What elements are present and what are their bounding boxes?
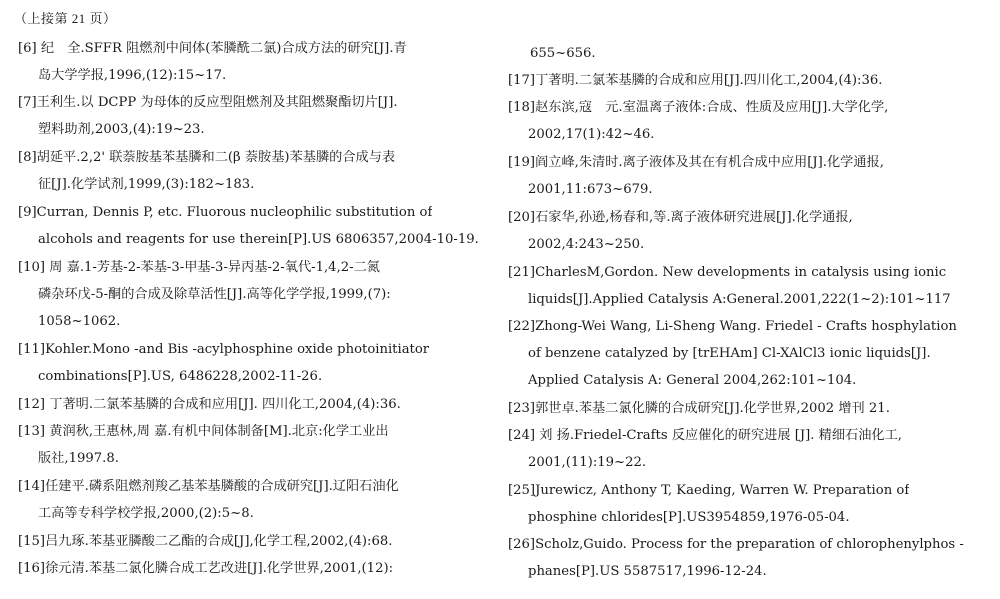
reference-line: phosphine chlorides[P].US3954859,1976-05-04. xyxy=(528,510,850,525)
reference-line: [20]石家华,孙逊,杨春和,等.离子液体研究进展[J].化学通报, xyxy=(508,210,853,225)
reference-line: 磷杂环戊-5-酮的合成及除草活性[J].高等化学学报,1999,(7): xyxy=(38,287,391,302)
reference-line: [12] 丁著明.二氯苯基膦的合成和应用[J]. 四川化工,2004,(4):36. xyxy=(18,397,401,412)
continued-note: （上接第 21 页） xyxy=(14,11,117,26)
reference-line: [18]赵东滨,寇 元.室温离子液体:合成、性质及应用[J].大学化学, xyxy=(508,100,889,115)
reference-line: 工高等专科学校学报,2000,(2):5~8. xyxy=(38,506,254,521)
reference-line: 2002,17(1):42~46. xyxy=(528,127,655,142)
reference-line: 2001,11:673~679. xyxy=(528,182,653,197)
reference-line: 2001,(11):19~22. xyxy=(528,455,647,470)
reference-line: [26]Scholz,Guido. Process for the preparation of chlorophenylphos - xyxy=(508,537,964,552)
reference-line: of benzene catalyzed by [trEHAm] Cl-XAlCl3 ionic liquids[J]. xyxy=(528,346,931,361)
reference-line: [13] 黄润秋,王惠林,周 嘉.有机中间体制备[M].北京:化学工业出 xyxy=(18,424,389,439)
reference-line: [10] 周 嘉.1-芳基-2-苯基-3-甲基-3-异丙基-2-氧代-1,4,2-二氮 xyxy=(18,260,380,275)
reference-line: 1058~1062. xyxy=(38,314,121,329)
reference-line: [17]丁著明.二氯苯基膦的合成和应用[J].四川化工,2004,(4):36. xyxy=(508,73,883,88)
reference-line: [14]任建平.磷系阻燃剂羧乙基苯基膦酸的合成研究[J].辽阳石油化 xyxy=(18,479,399,494)
reference-line: phanes[P].US 5587517,1996-12-24. xyxy=(528,564,767,579)
reference-line: [21]CharlesM,Gordon. New developments in catalysis using ionic xyxy=(508,265,947,280)
reference-line: 655~656. xyxy=(530,46,596,61)
reference-line: alcohols and reagents for use therein[P].US 6806357,2004-10-19. xyxy=(38,232,479,247)
reference-line: combinations[P].US, 6486228,2002-11-26. xyxy=(38,369,323,384)
reference-line: Applied Catalysis A: General 2004,262:101~104. xyxy=(528,373,857,388)
reference-line: [6] 纪 全.SFFR 阻燃剂中间体(苯膦酰二氯)合成方法的研究[J].青 xyxy=(18,41,407,56)
reference-line: 塑料助剂,2003,(4):19~23. xyxy=(38,122,205,137)
reference-line: 岛大学学报,1996,(12):15~17. xyxy=(38,68,227,83)
reference-line: [15]吕九琢.苯基亚膦酸二乙酯的合成[J],化学工程,2002,(4):68. xyxy=(18,534,393,549)
reference-line: 版社,1997.8. xyxy=(38,451,119,466)
reference-line: [11]Kohler.Mono -and Bis -acylphosphine oxide photoinitiator xyxy=(18,342,430,357)
reference-line: [22]Zhong-Wei Wang, Li-Sheng Wang. Friedel - Crafts hosphylation xyxy=(508,319,957,334)
reference-line: [16]徐元清.苯基二氯化膦合成工艺改进[J].化学世界,2001,(12): xyxy=(18,561,394,576)
reference-line: [23]郭世卓.苯基二氯化膦的合成研究[J].化学世界,2002 增刊 21. xyxy=(508,401,890,416)
reference-line: liquids[J].Applied Catalysis A:General.2001,222(1~2):101~117 xyxy=(528,292,951,307)
reference-line: [25]Jurewicz, Anthony T, Kaeding, Warren W. Preparation of xyxy=(508,483,910,498)
reference-line: [8]胡延平.2,2' 联萘胺基苯基膦和二(β 萘胺基)苯基膦的合成与表 xyxy=(18,150,396,165)
reference-line: [7]王利生.以 DCPP 为母体的反应型阻燃剂及其阻燃聚酯切片[J]. xyxy=(18,95,398,110)
reference-line: [9]Curran, Dennis P, etc. Fluorous nucleophilic substitution of xyxy=(18,205,433,220)
reference-line: [19]阎立峰,朱清时.离子液体及其在有机合成中应用[J].化学通报, xyxy=(508,155,884,170)
reference-line: [24] 刘 扬.Friedel-Crafts 反应催化的研究进展 [J]. 精细石油化工, xyxy=(508,428,902,443)
reference-line: 2002,4:243~250. xyxy=(528,237,645,252)
reference-line: 征[J].化学试剂,1999,(3):182~183. xyxy=(38,177,255,192)
